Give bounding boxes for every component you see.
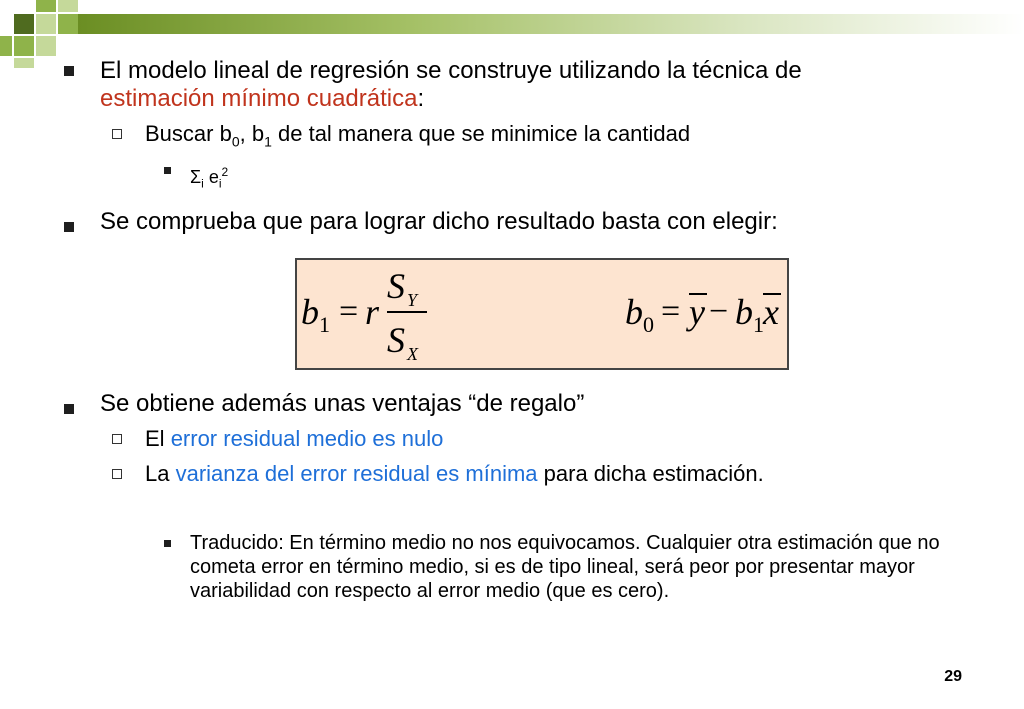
formula-sub-1: 1 [753,312,764,337]
translation-paragraph: Traducido: En término medio no nos equivocamos. Cualquier otra estimación que no cometa error en término medio, si es de tipo lineal, será peor por presentar mayor variabilidad con respecto al error medio (que es cero). [190,532,940,602]
bullet-1-highlight: estimación mínimo cuadrática [100,85,418,112]
formula-svg [297,260,787,368]
formula-sub-Y: Y [407,290,418,310]
formula-sub-X: X [407,344,418,364]
formula-equals: = [339,293,359,330]
sub-bullet-1-post: de tal manera que se minimice la cantidad [271,121,691,146]
formula-S-denominator: S [387,320,405,360]
sub-sub-bullet [190,158,228,198]
sub-bullet-1-mid: , b [239,121,265,146]
sub-bullet-4-highlight: varianza del error residual es mínima [175,461,538,486]
bullet-small [164,540,171,547]
formula-b: b [625,292,643,332]
bullet-square [64,66,74,76]
sub-bullet-4-post: para dicha estimación. [537,461,764,486]
formula-sub-1: 1 [319,312,330,337]
formula-minus: − [709,293,729,330]
formula-x: x [763,292,779,332]
bullet-square [64,404,74,414]
page-number: 29 [944,668,962,685]
header-bar [78,14,1024,34]
bullet-2: Se comprueba que para lograr dicho resultado basta con elegir: [100,208,778,235]
bullet-hollow [112,469,122,479]
subscript-i: i [218,176,222,191]
sub-bullet-3-text: El [145,426,171,451]
bullet-1-line-1 [100,57,802,85]
superscript-2: 2 [221,165,229,179]
formula-sub-0: 0 [643,312,654,337]
sub-bullet-3-highlight: error residual medio es nulo [170,426,444,451]
bullet-hollow [112,129,122,139]
sub-bullet-1-text: Buscar b [145,121,232,146]
sub-bullet-4 [145,460,764,488]
sigma-symbol: Σ [190,167,202,187]
subscript-1: 1 [264,133,272,150]
bullet-3: Se obtiene además unas ventajas “de regalo” [100,390,585,417]
formula-y: y [689,292,705,332]
subscript-i: i [201,176,204,191]
sub-bullet-4-text: La [145,461,176,486]
formula-b: b [301,292,319,332]
formula-S-numerator: S [387,266,405,306]
sub-bullet-1 [145,120,690,155]
bullet-hollow [112,434,122,444]
sub-bullet-3 [145,425,443,453]
formula-equals: = [661,293,681,330]
bullet-1-text: El modelo lineal de regresión se construye utilizando la técnica de [100,57,802,84]
formula-b: b [735,292,753,332]
subscript-0: 0 [231,133,240,150]
bullet-1-colon: : [417,85,425,112]
formula-box [295,258,789,370]
bullet-small [164,167,171,174]
e-symbol: e [203,167,219,187]
formula-r: r [365,292,380,332]
bullet-1-line-2 [100,85,424,113]
bullet-square [64,222,74,232]
